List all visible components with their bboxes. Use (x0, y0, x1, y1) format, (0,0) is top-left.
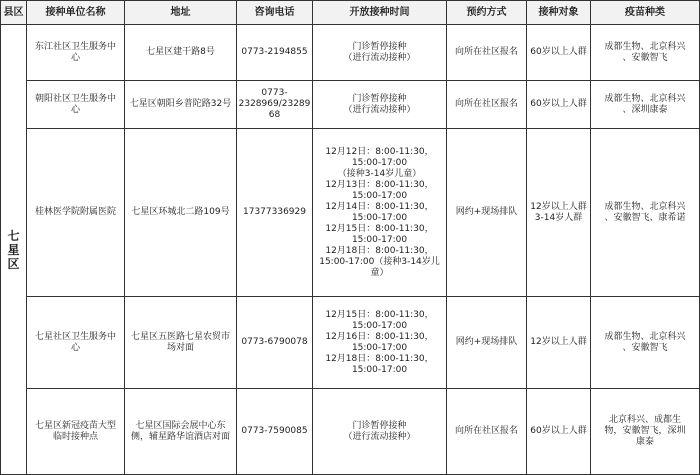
hours-cell (313, 389, 447, 475)
target-cell (527, 81, 591, 129)
header-phone: 咨询电话 (237, 1, 313, 25)
header-row (1, 1, 700, 25)
phone-cell (237, 25, 313, 81)
vaccine-line: 、深圳康泰 (622, 104, 668, 115)
phone-line: 0773-7590085 (241, 426, 308, 436)
vaccine-line: 成都生物、北京科兴 (604, 93, 686, 104)
hours-line: 门诊暂停接种 (352, 420, 407, 431)
target-line: 60岁以上人群 (530, 47, 587, 57)
booking-line: 向所在社区报名 (454, 426, 518, 436)
hours-cell (313, 25, 447, 81)
vaccine-line: 、安徽智飞 (622, 342, 668, 353)
target-line: 12岁以上人群 (530, 201, 587, 212)
unit-cell (27, 389, 125, 475)
header-county: 县区 (1, 1, 27, 25)
header-unit: 接种单位名称 (27, 1, 125, 25)
hours-line: 15:00-17:00 (351, 320, 408, 331)
hours-line: （接种3-14岁儿童） (337, 168, 422, 179)
target-cell (527, 297, 591, 389)
vaccine-line: 康泰 (635, 437, 654, 447)
booking-cell (447, 25, 527, 81)
target-line: 12岁以上人群 (530, 337, 587, 347)
address-line: 七星区五医路七星农贸市 (130, 331, 230, 342)
phone-cell (237, 389, 313, 475)
county-cell (1, 25, 27, 475)
header-vaccine: 疫苗种类 (591, 1, 700, 25)
target-cell (527, 25, 591, 81)
hours-cell (313, 129, 447, 297)
hours-line: 童） (370, 267, 389, 278)
header-booking: 预约方式 (447, 1, 527, 25)
target-line: 60岁以上人群 (530, 426, 587, 436)
table-row (1, 129, 700, 297)
phone-line: 0773-6790078 (241, 337, 308, 347)
phone-cell (237, 81, 313, 129)
booking-line: 网约+现场排队 (455, 207, 518, 217)
address-cell (125, 389, 237, 475)
vaccine-line: 、安徽智飞、康希诺 (604, 212, 686, 223)
target-line: 60岁以上人群 (530, 99, 587, 109)
unit-line: 七星社区卫生服务中 (34, 331, 116, 342)
hours-line: 15:00-17:00 (351, 364, 408, 375)
phone-cell (237, 129, 313, 297)
hours-line: 15:00-17:00 (351, 190, 408, 201)
header-address: 地址 (125, 1, 237, 25)
vaccine-line: 物，安徽智飞，深圳 (604, 426, 686, 436)
unit-line: 心 (70, 342, 80, 353)
unit-line: 临时接种点 (52, 431, 98, 442)
address-line: 七星区朝阳乡普陀路32号 (129, 99, 232, 109)
hours-line: 15:00-17:00 (351, 157, 408, 168)
hours-line: 15:00-17:00 (351, 234, 408, 245)
county-name-line: 区 (7, 256, 20, 271)
hours-line: 15:00-17:00 (351, 212, 408, 223)
hours-line: （进行流动接种） (343, 52, 416, 63)
target-line: 3-14岁人群 (534, 212, 583, 223)
phone-line: 2328969/23289 (238, 99, 311, 109)
vaccine-cell (591, 25, 700, 81)
unit-cell (27, 297, 125, 389)
phone-line: 17377336929 (243, 207, 306, 217)
vaccine-line: 成都生物、北京科兴 (604, 201, 686, 212)
unit-line: 七星区新冠疫苗大型 (34, 420, 116, 431)
address-cell (125, 25, 237, 81)
booking-cell (447, 389, 527, 475)
hours-line: 12月18日：8:00-11:30， (325, 353, 434, 364)
booking-cell (447, 81, 527, 129)
address-line: 七星区环城北二路109号 (131, 207, 230, 217)
hours-cell (313, 81, 447, 129)
booking-line: 网约+现场排队 (455, 337, 518, 347)
vaccine-line: 成都生物、北京科兴 (604, 331, 686, 342)
hours-line: 12月12日：8:00-11:30， (325, 146, 434, 157)
hours-line: （进行流动接种） (343, 104, 416, 115)
header-hours: 开放接种时间 (313, 1, 447, 25)
unit-line: 东江社区卫生服务中 (34, 41, 116, 52)
unit-line: 心 (70, 104, 80, 115)
vaccine-cell (591, 389, 700, 475)
hours-line: 12月14日：8:00-11:30， (325, 201, 434, 212)
hours-line: 12月15日：8:00-11:30， (325, 309, 434, 320)
county-name-line: 七星 (7, 228, 20, 257)
header-target: 接种对象 (527, 1, 591, 25)
unit-line: 桂林医学院附属医院 (34, 207, 116, 217)
address-line: 七星区建干路8号 (146, 47, 215, 57)
phone-line: 0773- (261, 88, 288, 98)
phone-line: 68 (268, 110, 281, 120)
vaccine-cell (591, 81, 700, 129)
target-cell (527, 389, 591, 475)
hours-line: 15:00-17:00（接种3-14岁儿 (319, 256, 440, 267)
hours-line: 12月18日：8:00-11:30， (325, 245, 434, 256)
unit-line: 朝阳社区卫生服务中 (34, 93, 116, 104)
hours-line: 15:00-17:00 (351, 342, 408, 353)
vaccine-line: 成都生物、北京科兴 (604, 41, 686, 52)
address-line: 场对面 (166, 342, 194, 353)
table-row (1, 81, 700, 129)
booking-cell (447, 297, 527, 389)
phone-line: 0773-2194855 (241, 47, 308, 57)
vaccine-line: 北京科兴、成都生 (608, 415, 681, 425)
table-row (1, 297, 700, 389)
booking-cell (447, 129, 527, 297)
hours-line: 12月16日：8:00-11:30， (325, 331, 434, 342)
table-row (1, 25, 700, 81)
vaccine-cell (591, 297, 700, 389)
hours-line: 12月15日：8:00-11:30， (325, 223, 434, 234)
address-cell (125, 297, 237, 389)
table-row (1, 389, 700, 475)
hours-line: 12月13日：8:00-11:30， (325, 179, 434, 190)
vaccine-line: 、安徽智飞 (622, 52, 668, 63)
hours-cell (313, 297, 447, 389)
vaccine-cell (591, 129, 700, 297)
address-cell (125, 81, 237, 129)
booking-line: 向所在社区报名 (454, 47, 518, 57)
address-cell (125, 129, 237, 297)
hours-line: （进行流动接种） (343, 431, 416, 442)
hours-line: 门诊暂停接种 (352, 41, 407, 52)
unit-cell (27, 25, 125, 81)
booking-line: 向所在社区报名 (454, 99, 518, 109)
target-cell (527, 129, 591, 297)
unit-line: 心 (70, 52, 80, 63)
unit-cell (27, 129, 125, 297)
unit-cell (27, 81, 125, 129)
address-line: 侧，辅星路华谊酒店对面 (130, 431, 230, 442)
phone-cell (237, 297, 313, 389)
address-line: 七星区国际会展中心东 (135, 420, 226, 431)
hours-line: 门诊暂停接种 (352, 93, 407, 104)
